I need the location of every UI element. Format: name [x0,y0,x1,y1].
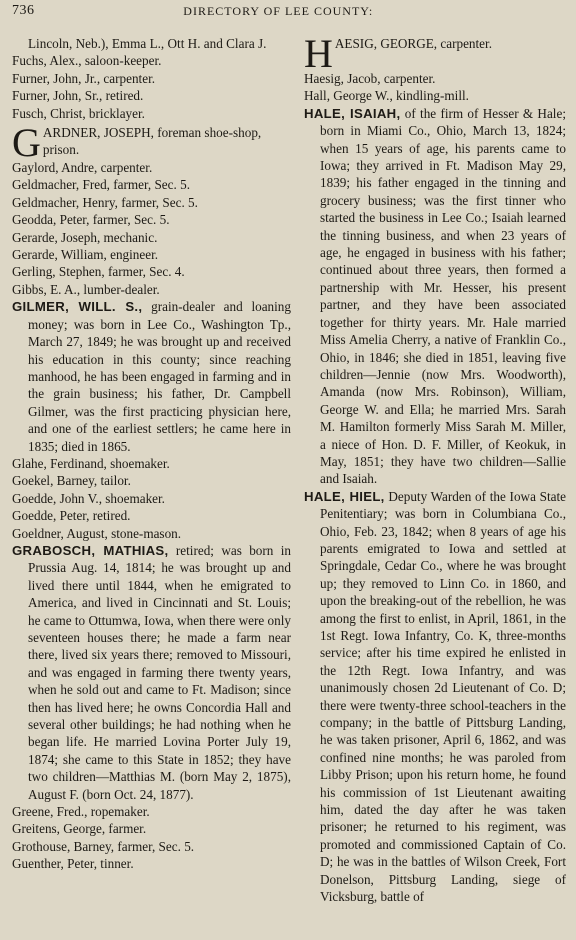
entry-list [304,70,566,105]
directory-entry: Goedde, Peter, retired. [12,508,131,524]
entry-name: HALE, ISAIAH, [304,105,401,121]
right-column [304,31,567,906]
entry-hale-hiel [304,488,566,906]
entry-name: GILMER, WILL. S., [12,299,143,315]
running-title: DIRECTORY OF LEE COUNTY: [183,3,374,18]
directory-entry: Gerarde, Joseph, mechanic. [12,229,158,245]
continued-entry: Lincoln, Neb.), Emma L., Ott H. and Clara J. [28,36,267,51]
entry-text: grain-dealer and loaning money; was born in Lee Co., Washington Tp., March 27, 1849; he was brought up and received his education in this county; since reaching manhood, he has been engaged in farming and in the grain business; his father, Dr. Campbell Gilmer, was the first practicing physician here, and one of the earliest settlers; he came here in 1835; died in 1865. [28,299,291,454]
directory-entry: Goekel, Barney, tailor. [12,473,131,489]
directory-entry: Goedde, John V., shoemaker. [12,490,165,506]
directory-entry: Haesig, Jacob, carpenter. [304,71,436,86]
page-number: 736 [12,3,35,18]
entry-text: Deputy Warden of the Iowa State Penitentiary; was born in Columbiana Co., Ohio, Feb. 23, 1842; when 8 years of age his parents emigrated to Iowa and settled at Springdale, Cedar Co., where he was brought up; they removed to Linn Co. in 1860, and upon the breaking-out of the rebellion, he was among the first to enlist, in April, 1861, in the 1st Regt. Iowa Infantry, Co. K, three-months service; after his time expired he enlisted in the 12th Regt. Iowa Infantry, and was unanimously chosen 2d Lieutenant of Co. D; there were twenty-three school-teachers in the company; in the battle of Pittsburg Landing, he was taken prisoner, April 6, 1862, and was confined nine months; he was paroled from Libby Prison; upon his return home, he found his commission of 1st Lieutenant awaiting him, dated the day after he was taken prisoner; he returned to his regiment, was promoted and commissioned Captain of Co. D; he was in the battles of Wilson Creek, Fort Donelson, Pittsburg Landing, siege of Vicksburg, battle of [320,488,567,905]
drop-cap: H [304,31,333,76]
directory-entry: Glahe, Ferdinand, shoemaker. [12,455,170,471]
entry-gardner [12,120,291,166]
entry-text: of the firm of Hesser & Hale; born in Miami Co., Ohio, March 13, 1824; when 15 years of age, his parents came to Iowa; they arrived in Ft. Madison May 29, 1839; his father engaged in the tinning and grocery business; was the first tinner who started the business in Lee Co.; Isaiah learned the tinning business, and when 23 years of age, he engaged in business with his father; continued about three years, then formed a partnership with Mr. Hesser, his present partner, and they have been associated together for thirty years. Mr. Hale married Miss Amelia Cherry, a native of Franklin Co., Ohio, in 1846; she died in 1851, leaving five children—Jennie (now Mrs. Woodworth), Amanda (now Mrs. Robinson), William, George W. and Ella; he married Mrs. Sarah M. Hamilton formerly Miss Sarah M. Miller, a niece of Hon. D. F. Miller, of Keokuk, in May, 1851; they have two children—Sallie and Isaiah. [320,105,566,487]
directory-entry: Fuchs, Alex., saloon-keeper. [12,53,162,69]
entry-name: GRABOSCH, MATHIAS, [12,542,169,558]
entry-gilmer [12,298,291,455]
left-column [12,35,291,873]
entry-text: ARDNER, JOSEPH, foreman shoe-shop, prison. [42,125,262,158]
directory-entry: Gerarde, William, engineer. [12,247,159,263]
directory-entry: Gerling, Stephen, farmer, Sec. 4. [12,264,185,280]
directory-entry: Geodda, Peter, farmer, Sec. 5. [12,212,170,228]
directory-entry: Hall, George W., kindling-mill. [304,88,469,104]
drop-cap: G [12,120,41,166]
entry-hale-isaiah [304,105,566,488]
directory-entry: Greitens, George, farmer. [12,821,147,837]
entry-text: AESIG, GEORGE, carpenter. [334,36,493,51]
entry-list [12,803,291,873]
entry-grabosch [12,542,291,803]
directory-entry: Geldmacher, Fred, farmer, Sec. 5. [12,177,190,193]
directory-entry: Grothouse, Barney, farmer, Sec. 5. [12,838,195,854]
entry-list [12,159,291,298]
entry-list [12,455,291,542]
directory-entry: Gibbs, E. A., lumber-dealer. [12,281,160,297]
entry-list [12,52,291,122]
directory-entry: Greene, Fred., ropemaker. [12,804,150,820]
directory-entry: Furner, John, Jr., carpenter. [12,70,156,86]
directory-entry: Guenther, Peter, tinner. [12,856,134,872]
directory-entry: Furner, John, Sr., retired. [12,88,144,104]
directory-entry: Gaylord, Andre, carpenter. [12,160,153,176]
page-header [0,0,576,22]
directory-entry: Fusch, Christ, bricklayer. [12,105,145,121]
directory-entry: Geldmacher, Henry, farmer, Sec. 5. [12,194,198,210]
directory-entry: Goeldner, August, stone-mason. [12,525,182,541]
entry-haesig [304,31,566,76]
entry-name: HALE, HIEL, [304,488,385,504]
entry-text: retired; was born in Prussia Aug. 14, 1814; he was brought up and lived there until 1844, when he emigrated to America, and lived in Cincinnati and St. Louis; he came to Ottumwa, Iowa, when there were only seventeen houses there; he made a farm near there, lived six years there; removed to Missouri, and was engaged in farming there twenty years, when he sold out and came to Ft. Madison; since then has lived here; he owns Concordia Hall and several other buildings; he had nothing when he began life. He married Lovina Porter July 19, 1874; she came to this State in 1852; they have two children—Matthias M. (born May 2, 1875), August F. (born Oct. 24, 1877). [28,542,292,802]
